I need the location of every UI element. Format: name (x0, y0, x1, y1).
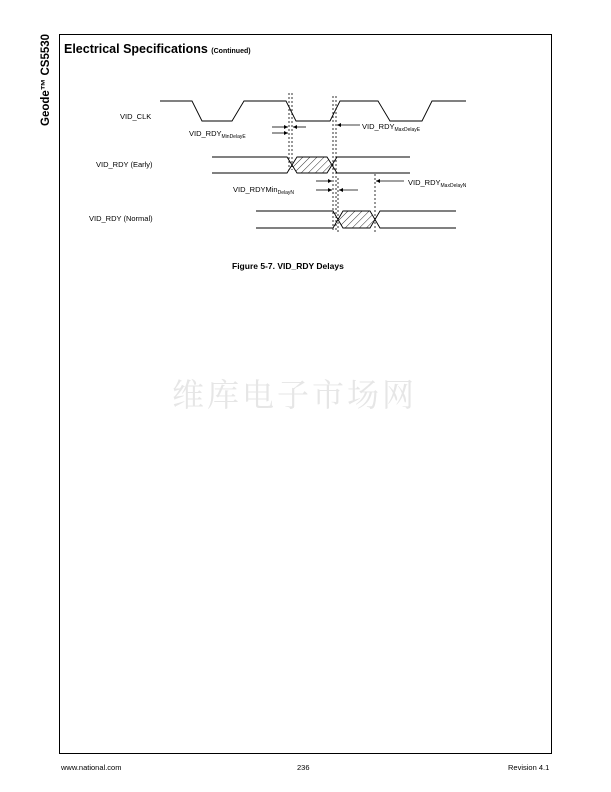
footer-revision: Revision 4.1 (508, 763, 550, 772)
watermark: 维库电子市场网 (172, 376, 418, 414)
max-delay-e-label: $VID\_RDY_{MaxDelayE}$ (362, 122, 421, 133)
figure-caption: Figure 5-7. VID_RDY Delays (232, 261, 344, 271)
section-continued: (Continued) (211, 48, 251, 55)
vid-rdy-early-label: VID_RDY (Early) (96, 160, 153, 169)
max-delay-n-label: $VID\_RDY_{MaxDelayN}$ (408, 178, 467, 189)
footer-url[interactable]: www.national.com (61, 763, 122, 772)
vid-clk-waveform (160, 101, 466, 121)
min-delay-e-label: $VID\_RDY_{MinDelayE}$ (189, 129, 246, 140)
vid-clk-label: VID_CLK (120, 112, 152, 121)
vid-rdy-normal-waveform (256, 211, 456, 228)
vid-rdy-normal-label: VID_RDY (Normal) (89, 214, 153, 223)
min-delay-n-label: VID_RDYMin$_{DelayN}$ (233, 185, 294, 196)
footer-page-number: 236 (297, 763, 310, 772)
vid-rdy-early-waveform (212, 157, 410, 173)
timing-diagram (0, 0, 611, 300)
section-title: Electrical Specifications (64, 42, 208, 56)
side-title-text: Geode™ CS5530 (40, 33, 52, 126)
